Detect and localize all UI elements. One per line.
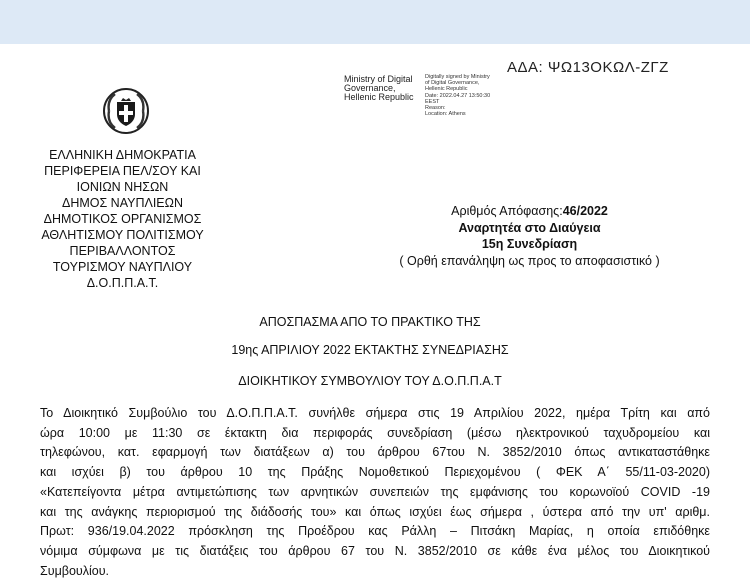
signer-line: Ministry of Digital bbox=[344, 74, 413, 84]
decision-number-value: 46/2022 bbox=[562, 204, 608, 218]
document-page bbox=[0, 44, 750, 583]
issuer-block bbox=[20, 147, 225, 291]
issuer-line: ΕΛΛΗΝΙΚΗ ΔΗΜΟΚΡΑΤΙΑ bbox=[49, 148, 196, 162]
signature-detail-line: Digitally signed by Ministry bbox=[425, 74, 490, 80]
body-line: «Κατεπείγοντα μέτρα αντιμετώπισης των αρνητικών συνεπειών της εμφάνισης του κορωνοϊού COVID -19 bbox=[40, 484, 710, 499]
body-line: και της ανάγκης περιορισμού της διάδοσής του» και όπως ισχύει έως σήμερα , ύστερα από την υπ' αριθμ. bbox=[40, 504, 710, 519]
issuer-line: ΑΘΛΗΤΙΣΜΟΥ ΠΟΛΙΤΙΣΜΟΥ bbox=[41, 228, 204, 242]
signature-detail-line: Hellenic Republic bbox=[425, 86, 468, 93]
body-line: νόμιμα σύμφωνα με τις διατάξεις του άρθρου 67 του Ν. 3852/2010 σε κάθε ένα μέλος του Διοικητικού bbox=[40, 543, 710, 558]
issuer-line: ΠΕΡΙΒΑΛΛΟΝΤΟΣ bbox=[69, 244, 176, 258]
decision-block bbox=[352, 203, 707, 269]
body-line: τηλεφώνου, κατ. εφαρμογή των διατάξεων α) του άρθρου 67του Ν. 3852/2010 όπως αντικαταστάθηκε bbox=[40, 445, 710, 460]
issuer-line: ΠΕΡΙΦΕΡΕΙΑ ΠΕΛ/ΣΟΥ ΚΑΙ bbox=[44, 164, 201, 178]
issuer-line: Δ.Ο.Π.Π.Α.Τ. bbox=[86, 276, 159, 290]
correction-note: ( Ορθή επανάληψη ως προς το αποφασιστικό ) bbox=[399, 253, 660, 268]
decision-number-label: Αριθμός Απόφασης: bbox=[451, 204, 563, 218]
issuer-line: ΔΗΜΟΣ ΝΑΥΠΛΙΕΩΝ bbox=[61, 196, 184, 210]
body-line: Πρωτ: 936/19.04.2022 πρόσκληση της Προέδρου κας Ράλλη – Πιτσάκη Μαρίας, η οποία επιδόθηκε bbox=[40, 524, 710, 539]
extract-line-3: ΔΙΟΙΚΗΤΙΚΟΥ ΣΥΜΒΟΥΛΙΟΥ ΤΟΥ Δ.Ο.Π.Π.Α.Τ bbox=[238, 374, 502, 388]
digital-signature-details bbox=[425, 74, 490, 117]
posting-note: Αναρτητέα στο Διαύγεια bbox=[458, 220, 601, 235]
signer-line: Hellenic Republic bbox=[344, 92, 414, 102]
issuer-line: ΔΗΜΟΤΙΚΟΣ ΟΡΓΑΝΙΣΜΟΣ bbox=[43, 212, 202, 226]
ada-code: ΑΔΑ: ΨΩ13ΟΚΩΛ-ΖΓΖ bbox=[507, 59, 669, 76]
body-line: ώρα 10:00 με 11:30 σε έκτακτη δια περιφοράς συνεδρίαση (μέσω ηλεκτρονικού ταχυδρομείου και bbox=[40, 425, 710, 440]
body-line: και ισχύει β) του άρθρου 10 της Πράξης Νομοθετικού Περιεχομένου ( ΦΕΚ Α΄ 55/11-03-2020) bbox=[40, 465, 710, 480]
hellenic-republic-seal-icon bbox=[101, 86, 151, 136]
signature-detail-line: Date: 2022.04.27 13:50:30 bbox=[425, 92, 491, 99]
body-line: Το Διοικητικό Συμβούλιο του Δ.Ο.Π.Π.Α.Τ. συνήλθε σήμερα στις 19 Απριλίου 2022, ημέρα Τρίτη και από bbox=[40, 406, 710, 420]
issuer-line: ΙΟΝΙΩΝ ΝΗΣΩΝ bbox=[76, 180, 169, 194]
signature-detail-line: of Digital Governance, bbox=[425, 80, 480, 87]
body-paragraph bbox=[40, 404, 710, 581]
session-number: 15η Συνεδρίαση bbox=[481, 237, 578, 251]
decision-number bbox=[352, 203, 707, 220]
extract-line-1: ΑΠΟΣΠΑΣΜΑ ΑΠΟ ΤΟ ΠΡΑΚΤΙΚΟ ΤΗΣ bbox=[259, 315, 481, 329]
viewer-top-bar bbox=[0, 0, 750, 44]
body-line: Συμβουλίου. bbox=[40, 563, 110, 578]
issuer-line: ΤΟΥΡΙΣΜΟΥ ΝΑΥΠΛΙΟΥ bbox=[52, 260, 193, 274]
digital-signature-signer bbox=[344, 75, 414, 102]
extract-line-2: 19ης ΑΠΡΙΛΙΟΥ 2022 ΕΚΤΑΚΤΗΣ ΣΥΝΕΔΡΙΑΣΗΣ bbox=[231, 343, 509, 357]
signer-line: Governance, bbox=[344, 83, 396, 93]
signature-detail-line: Location: Athens bbox=[425, 111, 466, 118]
signature-detail-line: EEST bbox=[425, 98, 440, 105]
signature-detail-line: Reason: bbox=[425, 105, 446, 112]
